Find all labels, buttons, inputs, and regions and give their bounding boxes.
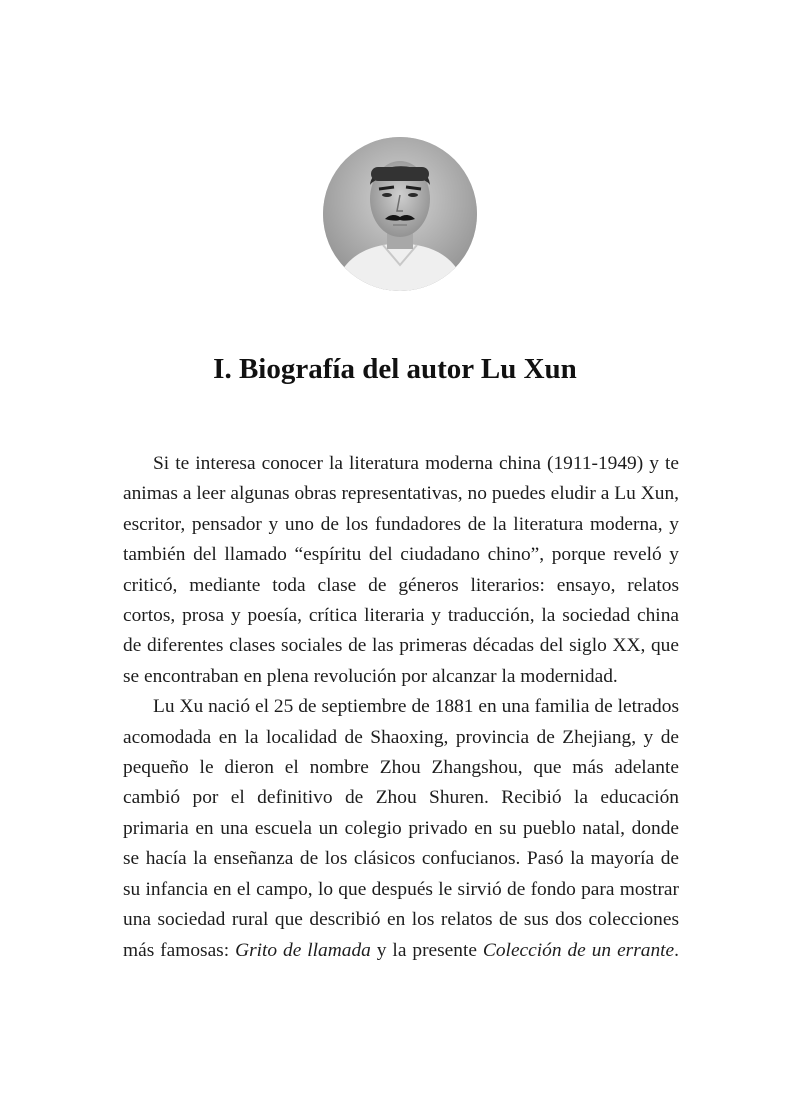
paragraph-1: Si te interesa conocer la literatura moderna china (1911-1949) y te animas a leer algunas obras representativas, no puedes eludir a Lu Xun, escritor, pensador y uno de los fundadores de la literatura moderna, y también del llamado “espíritu del ciudadano chino”, porque reveló y criticó, mediante toda clase de géneros literarios: ensayo, relatos cortos, prosa y poesía, crítica literaria y traducción, la sociedad china de diferentes clases sociales de las primeras décadas del siglo XX, que se encontraban en plena revolución por alcanzar la modernidad.: [123, 453, 679, 687]
paragraph-2: [123, 692, 679, 966]
paragraph-2-text-b: y la presente: [370, 939, 483, 961]
author-portrait: [323, 137, 477, 291]
chapter-body: [123, 449, 679, 966]
portrait-photo-icon: [323, 137, 477, 291]
chapter-title: I. Biografía del autor Lu Xun: [213, 353, 577, 385]
paragraph-2-text-c: .: [674, 939, 680, 961]
book-title-coleccion-de-un-errante: Colección de un errante: [482, 939, 675, 961]
paragraph-2-text-a: Lu Xu nació el 25 de septiembre de 1881 en una familia de letrados acomodada en la localidad de Shaoxing, provincia de Zhejiang, y de pequeño le dieron el nombre Zhou Zhangshou, que más adelante cambió por el definitivo de Zhou Shuren. Recibió la educación primaria en una escuela un colegio privado en su pueblo natal, donde se hacía la enseñanza de los clásicos confucianos. Pasó la mayoría de su infancia en el campo, lo que después le sirvió de fondo para mostrar una sociedad rural que describió en los relatos de sus dos colecciones más famosas:: [123, 696, 679, 961]
book-title-grito-de-llamada: Grito de llamada: [235, 939, 371, 961]
